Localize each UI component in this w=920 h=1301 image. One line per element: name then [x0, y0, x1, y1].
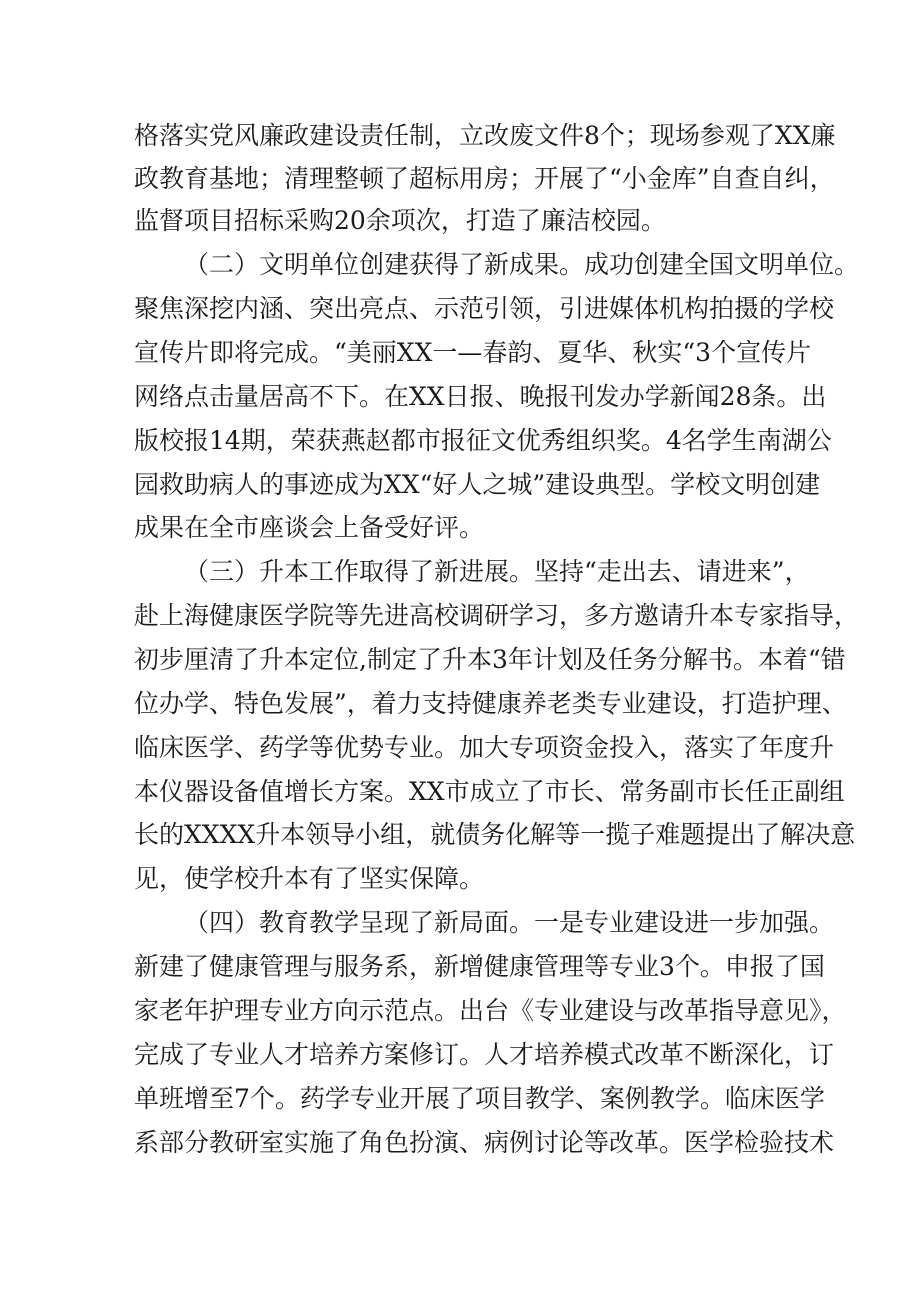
text-line: 本仪器设备值增长方案。XX市成立了市长、常务副市长任正副组 — [134, 777, 845, 806]
paragraph-heading-line: （四）教育教学呈现了新局面。一是专业建设进一步加强。 — [184, 908, 835, 937]
text-line: 聚焦深挖内涵、突出亮点、示范引领，引进媒体机构拍摄的学校 — [134, 294, 835, 323]
text-line: 初步厘清了升本定位,制定了升本3年计划及任务分解书。本着“错 — [134, 645, 846, 674]
text-line: 版校报14期，荣获燕赵都市报征文优秀组织奖。4名学生南湖公 — [134, 426, 832, 455]
text-line: 系部分教研室实施了角色扮演、病例讨论等改革。医学检验技术 — [134, 1128, 835, 1157]
text-line: 位办学、特色发展”，着力支持健康养老类专业建设，打造护理、 — [134, 689, 847, 718]
text-line: 临床医学、药学等优势专业。加大专项资金投入，落实了年度升 — [134, 733, 835, 762]
text-line: 网络点击量居高不下。在XX日报、晚报刊发办学新闻28条。出 — [134, 382, 827, 411]
text-line: 格落实党风廉政建设责任制，立改废文件8个；现场参观了XX廉 — [134, 121, 836, 150]
text-line: 成果在全市座谈会上备受好评。 — [134, 513, 485, 542]
paragraph-heading-line: （二）文明单位创建获得了新成果。成功创建全国文明单位。 — [184, 250, 860, 279]
text-line: 监督项目招标采购20余项次，打造了廉洁校园。 — [134, 206, 666, 235]
text-line: 赴上海健康医学院等先进高校调研学习，多方邀请升本专家指导， — [134, 601, 860, 630]
text-line: 长的XXXX升本领导小组，就债务化解等一揽子难题提出了解决意 — [134, 820, 856, 849]
paragraph-heading-line: （三）升本工作取得了新进展。坚持“走出去、请进来”， — [184, 557, 810, 586]
text-line: 见，使学校升本有了坚实保障。 — [134, 864, 485, 893]
text-line: 政教育基地；清理整顿了超标用房；开展了“小金库”自查自纠， — [134, 164, 835, 193]
text-line: 家老年护理专业方向示范点。出台《专业建设与改革指导意见》， — [134, 996, 847, 1025]
text-line: 宣传片即将完成。“美丽XX一—春韵、夏华、秋实“3个宣传片 — [134, 338, 812, 367]
text-line: 新建了健康管理与服务系，新增健康管理等专业3个。申报了国 — [134, 952, 825, 981]
text-line: 单班增至7个。药学专业开展了项目教学、案例教学。临床医学 — [134, 1084, 825, 1113]
text-line: 完成了专业人才培养方案修订。人才培养模式改革不断深化，订 — [134, 1040, 835, 1069]
text-line: 园救助病人的事迹成为XX“好人之城”建设典型。学校文明创建 — [134, 470, 821, 499]
